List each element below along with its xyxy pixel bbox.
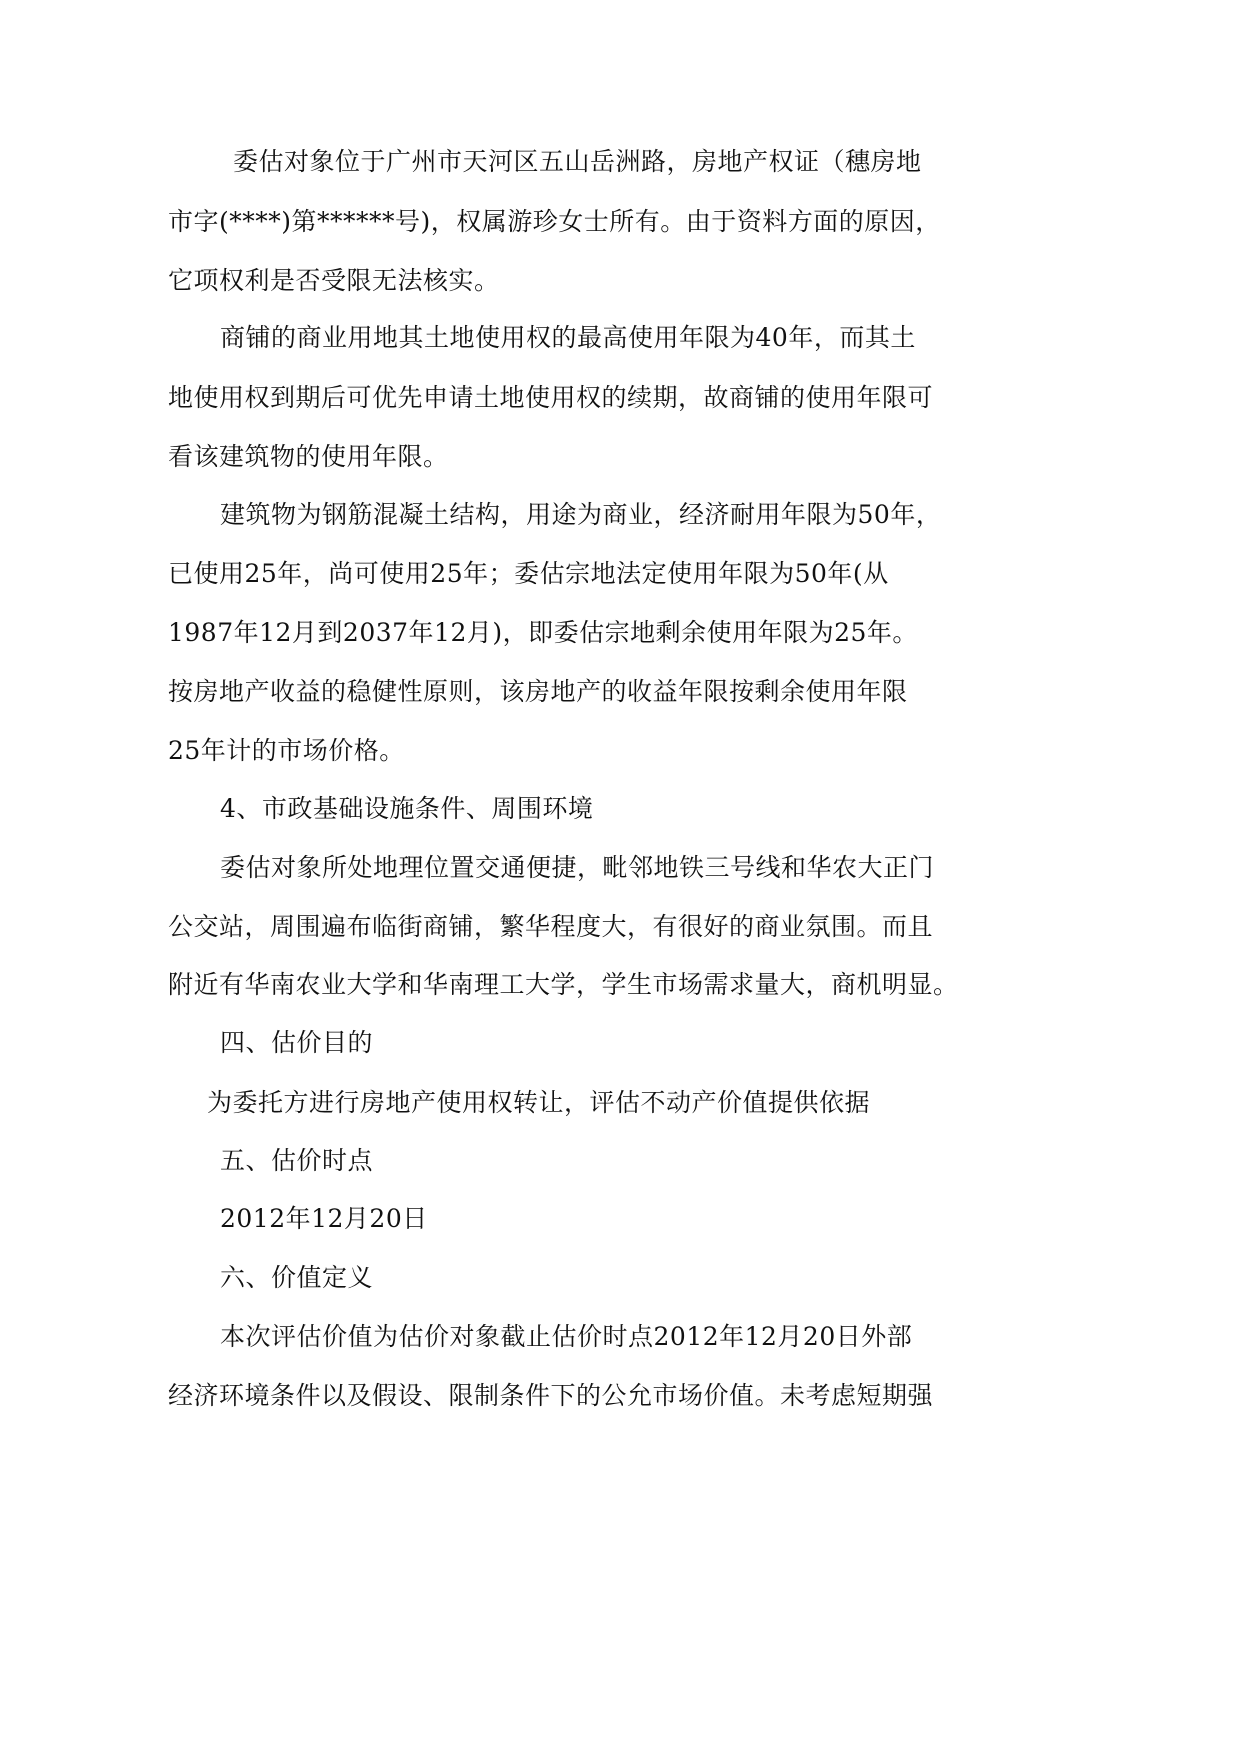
text-line: 委估对象位于广州市天河区五山岳洲路，房地产权证（穗房地 <box>233 147 922 176</box>
text-line: 委估对象所处地理位置交通便捷，毗邻地铁三号线和华农大正门 <box>220 853 935 882</box>
section-heading: 五、估价时点 <box>220 1146 374 1175</box>
text-line: 已使用25年，尚可使用25年；委估宗地法定使用年限为50年(从 <box>168 559 889 588</box>
text-line: 地使用权到期后可优先申请土地使用权的续期，故商铺的使用年限可 <box>168 383 934 412</box>
text-line: 看该建筑物的使用年限。 <box>168 442 449 471</box>
text-line: 附近有华南农业大学和华南理工大学，学生市场需求量大，商机明显。 <box>168 970 959 999</box>
text-line: 它项权利是否受限无法核实。 <box>168 266 500 295</box>
section-heading: 四、估价目的 <box>220 1028 374 1057</box>
text-line: 商铺的商业用地其土地使用权的最高使用年限为40年，而其土 <box>220 323 916 352</box>
text-line: 建筑物为钢筋混凝土结构，用途为商业，经济耐用年限为50年， <box>220 500 942 529</box>
text-line: 1987年12月到2037年12月)，即委估宗地剩余使用年限为25年。 <box>168 618 918 647</box>
section-heading: 4、市政基础设施条件、周围环境 <box>220 794 594 823</box>
text-line: 为委托方进行房地产使用权转让，评估不动产价值提供依据 <box>207 1088 871 1117</box>
section-heading: 六、价值定义 <box>220 1263 374 1292</box>
text-line: 本次评估价值为估价对象截止估价时点2012年12月20日外部 <box>220 1322 913 1351</box>
text-line: 按房地产收益的稳健性原则，该房地产的收益年限按剩余使用年限 <box>168 677 908 706</box>
text-line: 经济环境条件以及假设、限制条件下的公允市场价值。未考虑短期强 <box>168 1381 934 1410</box>
text-line: 市字(****)第******号)，权属游珍女士所有。由于资料方面的原因， <box>168 207 941 236</box>
text-line: 公交站，周围遍布临街商铺，繁华程度大，有很好的商业氛围。而且 <box>168 912 934 941</box>
text-line: 25年计的市场价格。 <box>168 736 405 765</box>
valuation-date: 2012年12月20日 <box>220 1204 428 1233</box>
